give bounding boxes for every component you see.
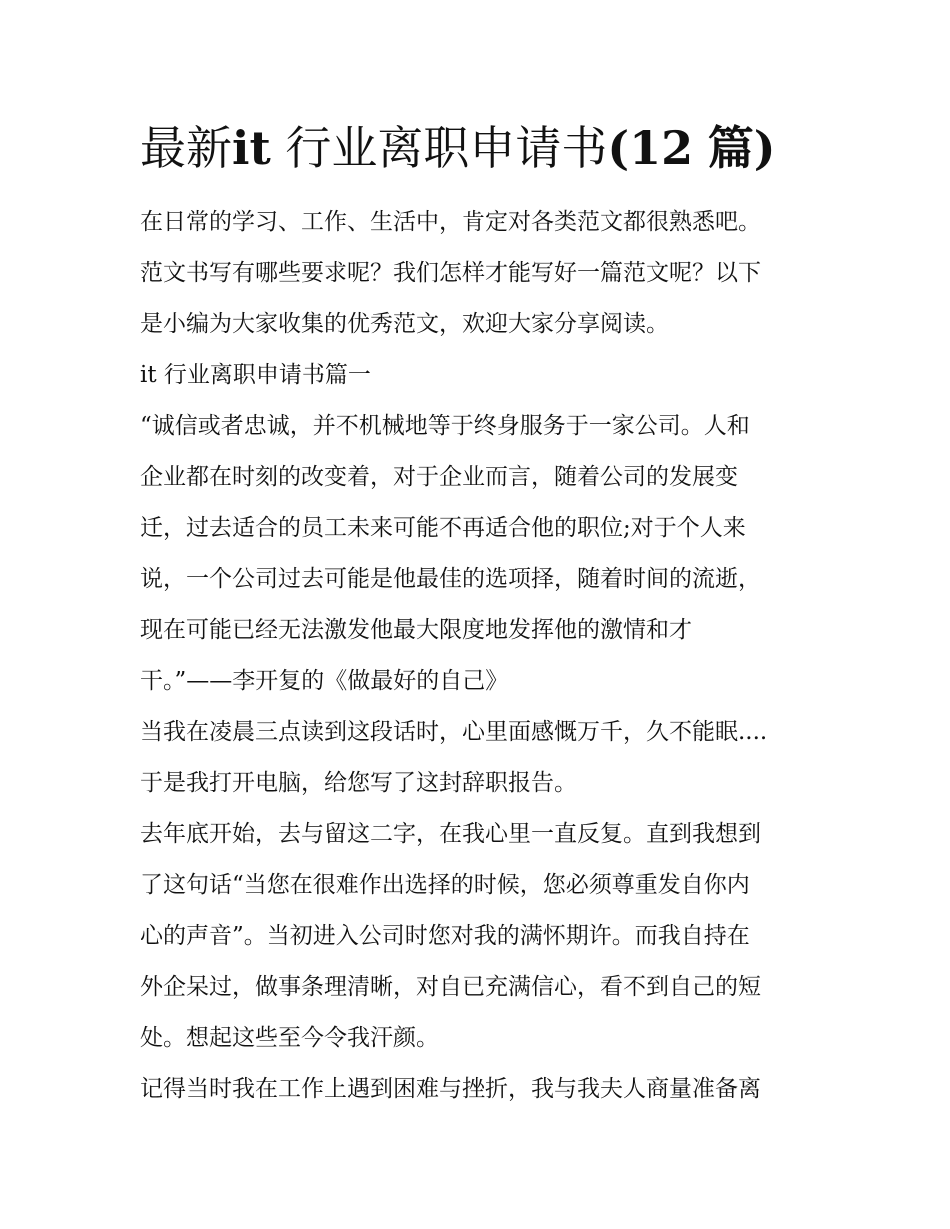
text-line: 范文书写有哪些要求呢？我们怎样才能写好一篇范文呢？以下 (140, 260, 761, 286)
title-part-2: it (232, 121, 271, 175)
text-line: 干。”——李开复的《做最好的自己》 (140, 668, 509, 694)
section-heading: it 行业离职申请书篇一 (140, 362, 371, 388)
text-line: 是小编为大家收集的优秀范文，欢迎大家分享阅读。 (140, 311, 669, 337)
text-line: 当我在凌晨三点读到这段话时，心里面感慨万千，久不能眠.... (140, 719, 768, 745)
text-line: 迁，过去适合的员工未来可能不再适合他的职位;对于个人来 (140, 515, 746, 541)
text-line: 心的声音”。当初进入公司时您对我的满怀期许。而我自持在 (140, 923, 750, 949)
text-line: 去年底开始，去与留这二字，在我心里一直反复。直到我想到 (140, 821, 761, 847)
text-line: 于是我打开电脑，给您写了这封辞职报告。 (140, 770, 577, 796)
page-title (140, 118, 776, 178)
title-part-4: (12 (607, 121, 694, 175)
text-line: 说，一个公司过去可能是他最佳的选项择，随着时间的流逝， (140, 566, 761, 592)
text-line: 在日常的学习、工作、生活中，肯定对各类范文都很熟悉吧。 (140, 209, 761, 235)
text-line: 处。想起这些至今令我汗颜。 (140, 1025, 439, 1051)
title-part-3: 行业离职申请书 (285, 121, 608, 175)
text-line: 企业都在时刻的改变着，对于企业而言，随着公司的发展变 (140, 464, 738, 490)
title-part-1: 最新 (140, 121, 232, 175)
text-line: 现在可能已经无法激发他最大限度地发挥他的激情和才 (140, 617, 692, 643)
title-part-5: 篇) (707, 121, 776, 175)
text-line: 记得当时我在工作上遇到困难与挫折，我与我夫人商量准备离 (140, 1076, 761, 1102)
text-line: 了这句话“当您在很难作出选择的时候，您必须尊重发自你内 (140, 872, 750, 898)
document-body (140, 200, 815, 1118)
text-line: “诚信或者忠诚，并不机械地等于终身服务于一家公司。人和 (140, 413, 750, 439)
text-line: 外企呆过，做事条理清晰，对自已充满信心，看不到自己的短 (140, 974, 761, 1000)
